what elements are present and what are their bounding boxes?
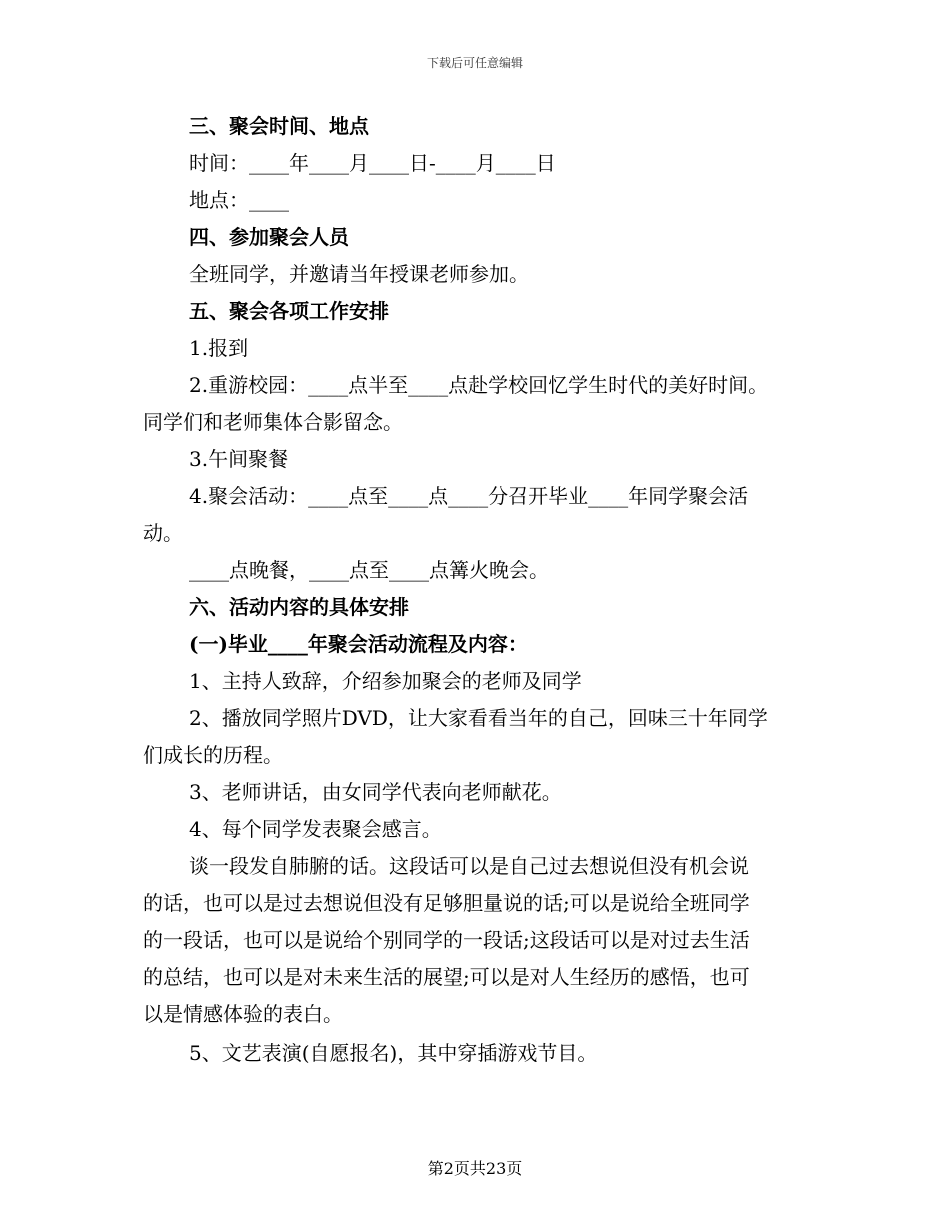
flow-item-4: 4、每个同学发表聚会感言。 <box>189 817 442 841</box>
flow-item-2: 2、播放同学照片DVD，让大家看看当年的自己，回味三十年同学 <box>189 706 768 730</box>
list-item-checkin: 1.报到 <box>189 336 249 360</box>
section-heading-activity-details: 六、活动内容的具体安排 <box>189 595 409 619</box>
page-header: 下载后可任意编辑 <box>426 56 523 70</box>
document-body <box>143 108 811 1072</box>
list-item-activity: 4.聚会活动：____点至____点____分召开毕业____年同学聚会活 <box>189 484 749 508</box>
paragraph-time: 时间：____年____月____日-____月____日 <box>189 151 556 175</box>
section-heading-time-place: 三、聚会时间、地点 <box>189 114 369 138</box>
list-item-campus-tour: 2.重游校园：____点半至____点赴学校回忆学生时代的美好时间。 <box>189 373 769 397</box>
list-item-campus-tour-continued: 同学们和老师集体合影留念。 <box>143 410 403 434</box>
paragraph-speech: 谈一段发自肺腑的话。这段话可以是自己过去想说但没有机会说 <box>189 854 749 878</box>
flow-item-2-continued: 们成长的历程。 <box>143 743 283 767</box>
section-heading-attendees: 四、参加聚会人员 <box>189 225 349 249</box>
list-item-lunch: 3.午间聚餐 <box>189 447 289 471</box>
page-footer: 第2页共23页 <box>427 1159 523 1178</box>
paragraph-speech-line-4: 的总结，也可以是对未来生活的展望;可以是对人生经历的感悟，也可 <box>143 965 750 989</box>
paragraph-speech-line-5: 以是情感体验的表白。 <box>143 1002 343 1026</box>
paragraph-attendees: 全班同学，并邀请当年授课老师参加。 <box>189 262 529 286</box>
paragraph-place: 地点：____ <box>189 188 289 212</box>
section-heading-arrangements: 五、聚会各项工作安排 <box>189 299 389 323</box>
flow-item-3: 3、老师讲话，由女同学代表向老师献花。 <box>189 780 562 804</box>
flow-item-1: 1、主持人致辞，介绍参加聚会的老师及同学 <box>189 669 582 693</box>
subsection-heading-flow: (一)毕业____年聚会活动流程及内容： <box>189 632 528 656</box>
list-item-activity-continued: 动。 <box>143 521 183 545</box>
paragraph-speech-line-3: 的一段话，也可以是说给个别同学的一段话;这段话可以是对过去生活 <box>143 928 750 952</box>
paragraph-speech-line-2: 的话，也可以是过去想说但没有足够胆量说的话;可以是说给全班同学 <box>143 891 750 915</box>
flow-item-5: 5、文艺表演(自愿报名)，其中穿插游戏节目。 <box>189 1041 598 1065</box>
paragraph-evening: ____点晚餐，____点至____点篝火晚会。 <box>189 558 549 582</box>
